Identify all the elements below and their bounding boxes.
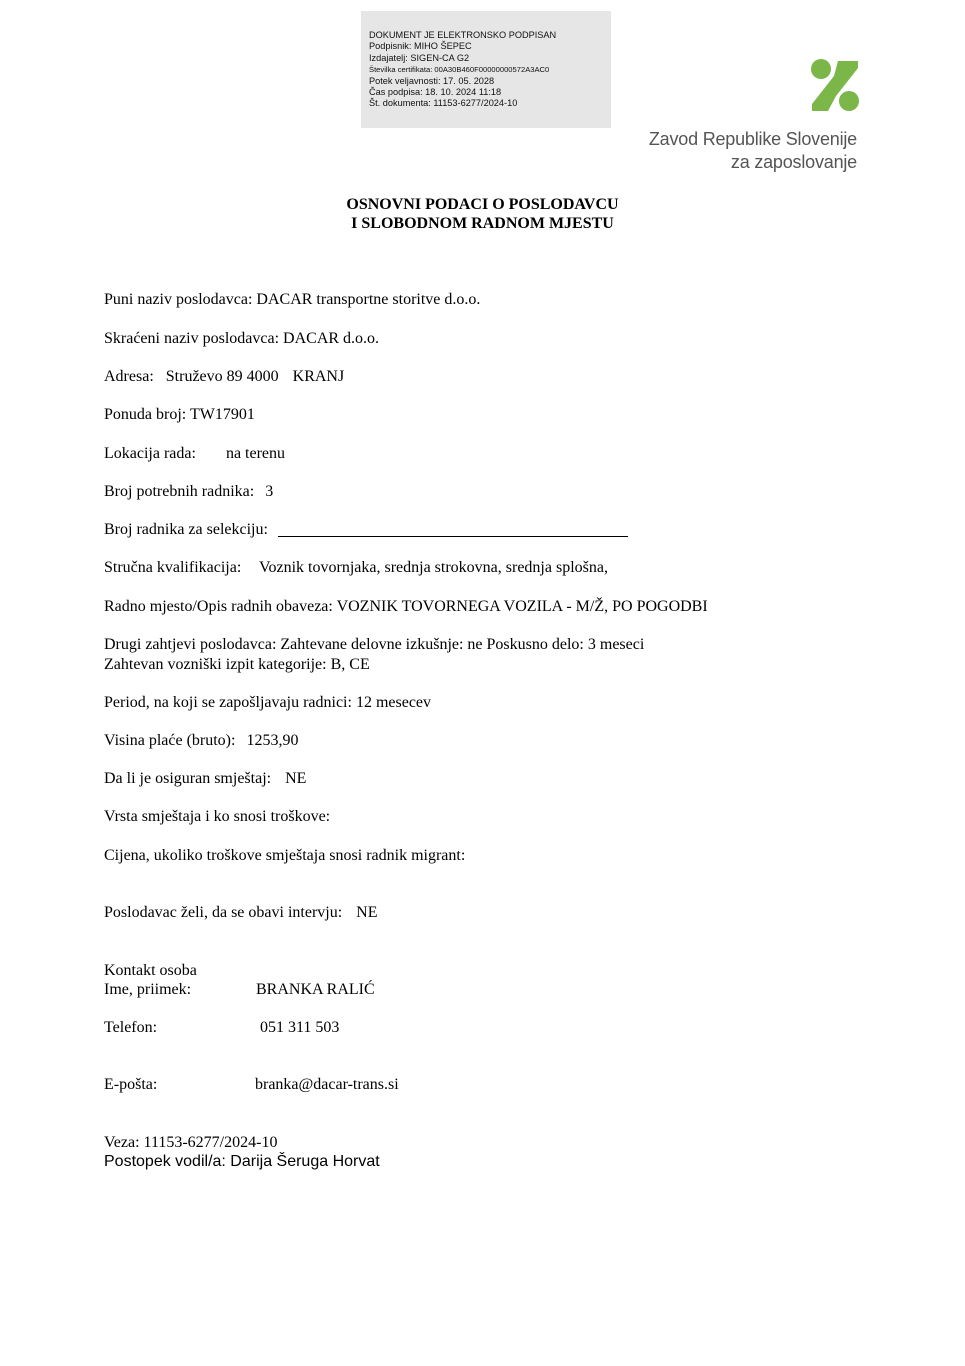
field-short-name bbox=[104, 329, 379, 349]
field-label: Skraćeni naziv poslodavca: bbox=[104, 330, 280, 347]
field-value: NE bbox=[356, 904, 378, 921]
field-label: Ime, priimek: bbox=[104, 981, 192, 998]
field-housing bbox=[104, 769, 306, 789]
field-label: Broj radnika za selekciju: bbox=[104, 521, 268, 538]
reference-number: Veza: 11153-6277/2024-10 bbox=[104, 1134, 278, 1151]
field-label: Stručna kvalifikacija: bbox=[104, 559, 242, 576]
signature-line: Potek veljavnosti: 17. 05. 2028 bbox=[369, 75, 495, 86]
field-value: BRANKA RALIĆ bbox=[256, 981, 375, 998]
field-label: Lokacija rada: bbox=[104, 445, 196, 462]
field-qualification bbox=[104, 558, 608, 578]
field-label: Puni naziv poslodavca: bbox=[104, 291, 253, 308]
field-label: Visina plaće (bruto): bbox=[104, 732, 236, 749]
title-line: OSNOVNI PODACI O POSLODAVCU bbox=[346, 196, 619, 213]
field-value: Zahtevan vozniški izpit kategorije: B, CE bbox=[104, 656, 370, 673]
field-label: Vrsta smještaja i ko snosi troškove: bbox=[104, 808, 331, 825]
field-housing-price bbox=[104, 846, 465, 866]
org-line: Zavod Republike Slovenije bbox=[648, 129, 857, 149]
field-address bbox=[104, 367, 344, 387]
signature-line: Čas podpisa: 18. 10. 2024 11:18 bbox=[369, 87, 502, 98]
field-value: NE bbox=[285, 770, 307, 787]
signature-line: Številka certifikata: 00A30B460F00000000572A3AC0 bbox=[369, 65, 550, 75]
field-label: E-pošta: bbox=[104, 1076, 158, 1093]
signature-line: Št. dokumenta: 11153-6277/2024-10 bbox=[369, 98, 518, 109]
field-value: VOZNIK TOVORNEGA VOZILA - M/Ž, PO POGODBI bbox=[336, 598, 708, 615]
field-selection-count bbox=[104, 520, 628, 540]
field-interview bbox=[104, 903, 377, 923]
field-label: Broj potrebnih radnika: bbox=[104, 483, 255, 500]
field-label: Drugi zahtjevi poslodavca: bbox=[104, 636, 277, 653]
contact-name bbox=[104, 980, 375, 1000]
field-label: Radno mjesto/Opis radnih obaveza: bbox=[104, 598, 333, 615]
field-value: na terenu bbox=[225, 445, 286, 462]
field-value: Zahtevane delovne izkušnje: ne Poskusno delo: 3 meseci bbox=[280, 636, 645, 653]
field-label: Poslodavac želi, da se obavi intervju: bbox=[104, 904, 343, 921]
field-label: Telefon: bbox=[104, 1019, 158, 1036]
field-location bbox=[104, 444, 285, 464]
document-title bbox=[0, 195, 965, 233]
electronic-signature-box bbox=[361, 11, 611, 128]
field-label: Da li je osiguran smještaj: bbox=[104, 770, 272, 787]
field-value: branka@dacar-trans.si bbox=[255, 1076, 399, 1093]
blank-line bbox=[278, 520, 628, 537]
field-value: 1253,90 bbox=[246, 732, 299, 749]
field-offer-number bbox=[104, 405, 255, 425]
org-line: za zaposlovanje bbox=[730, 152, 857, 172]
field-value: 12 mesecev bbox=[355, 694, 432, 711]
zrss-logo-icon bbox=[808, 56, 862, 114]
field-housing-type bbox=[104, 807, 330, 827]
contact-heading: Kontakt osoba bbox=[104, 962, 197, 979]
field-position bbox=[104, 597, 708, 617]
field-value: 3 bbox=[265, 483, 274, 500]
field-value: 051 311 503 bbox=[260, 1019, 340, 1036]
field-other-requirements bbox=[104, 635, 644, 675]
field-label: Period, na koji se zapošljavaju radnici: bbox=[104, 694, 352, 711]
organization-name bbox=[649, 128, 857, 174]
field-period bbox=[104, 693, 431, 713]
field-value: DACAR d.o.o. bbox=[283, 330, 380, 347]
field-value: Voznik tovornjaka, srednja strokovna, srednja splošna, bbox=[259, 559, 608, 576]
field-label: Adresa: bbox=[104, 368, 154, 385]
field-label: Ponuda broj: bbox=[104, 406, 187, 423]
field-salary bbox=[104, 731, 298, 751]
field-value: TW17901 bbox=[189, 406, 255, 423]
field-full-name bbox=[104, 290, 480, 310]
field-value: Struževo 89 4000 bbox=[165, 368, 279, 385]
field-label: Cijena, ukoliko troškove smještaja snosi radnik migrant: bbox=[104, 847, 466, 864]
field-value: KRANJ bbox=[292, 368, 345, 385]
signature-line: DOKUMENT JE ELEKTRONSKO PODPISAN bbox=[369, 30, 557, 40]
title-line: I SLOBODNOM RADNOM MJESTU bbox=[351, 215, 614, 232]
contact-phone bbox=[104, 1018, 339, 1038]
field-workers-needed bbox=[104, 482, 273, 502]
field-value: DACAR transportne storitve d.o.o. bbox=[256, 291, 481, 308]
signature-line: Podpisnik: MIHO ŠEPEC bbox=[369, 41, 472, 52]
handled-by: Postopek vodil/a: Darija Šeruga Horvat bbox=[104, 1153, 380, 1170]
signature-line: Izdajatelj: SIGEN-CA G2 bbox=[369, 52, 470, 63]
contact-email bbox=[104, 1075, 399, 1095]
